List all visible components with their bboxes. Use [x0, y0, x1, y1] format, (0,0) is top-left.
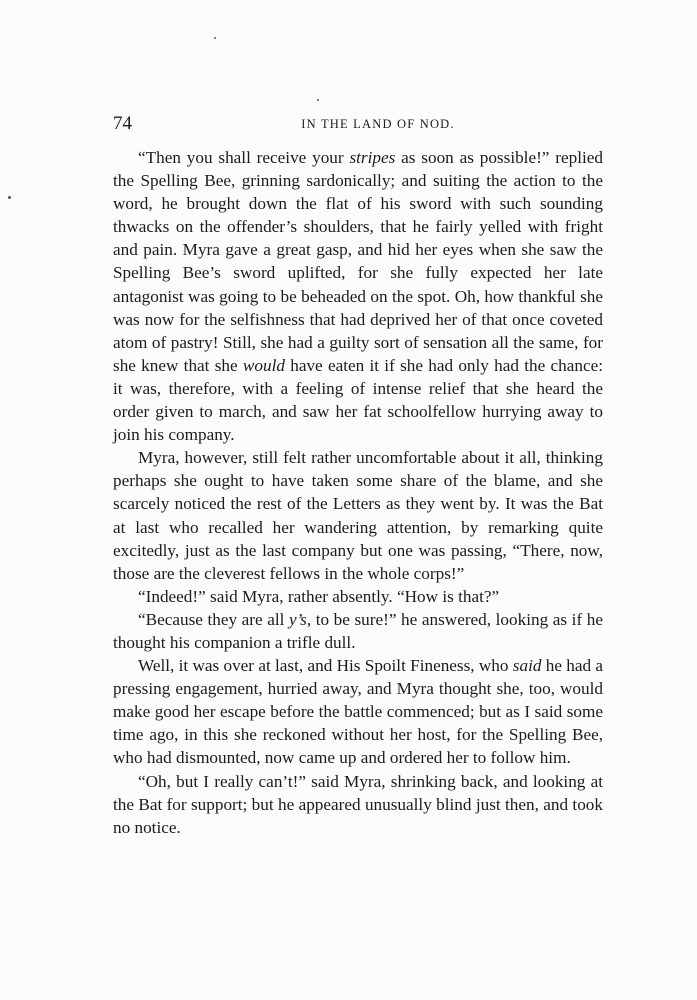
italic-text: would [242, 355, 285, 375]
text-run: as soon as possible!” replied the Spelling Bee, grinning sardonically; and suiting the action to the word, he brought down the flat of his sword with such sounding thwacks on the offender’s shoulders, that he fairly yelled with fright and pain. Myra gave a great gasp, and hid her eyes when she saw the Spelling Bee’s sword uplifted, for she fully expected her late antagonist was going to be beheaded on the spot. Oh, how thankful she was now for the selfishness that had deprived her of that once coveted atom of pastry! Still, she had a guilty sort of sensation all the same, for she knew that she [113, 148, 603, 375]
page-number: 74 [113, 113, 132, 134]
paragraph [113, 146, 603, 446]
text-run: “Because they are all [138, 609, 289, 629]
page-speck [317, 99, 319, 101]
text-run: “Oh, but I really can’t!” said Myra, shrinking back, and looking at the Bat for support; but he appeared unusually blind just then, and took no notice. [113, 771, 603, 837]
page-header [113, 113, 603, 137]
page-speck [214, 37, 216, 39]
italic-text: stripes [349, 148, 396, 167]
paragraph [113, 770, 603, 839]
paragraph [113, 608, 603, 654]
paragraph [113, 585, 603, 608]
text-run: , to be sure!” he answered, looking as if he thought his companion a trifle dull. [113, 609, 603, 652]
paragraph [113, 446, 603, 585]
paragraph [113, 654, 603, 769]
running-title: IN THE LAND OF NOD. [301, 117, 455, 131]
text-run: Well, it was over at last, and His Spoilt Fineness, who [138, 656, 513, 676]
text-run: have eaten it if she had only had the chance: it was, therefore, with a feeling of intense relief that she heard the order given to march, and saw her fat schoolfellow hurrying away to join his company. [113, 355, 604, 445]
body-text [113, 146, 603, 839]
text-run: “Indeed!” said Myra, rather absently. “How is that?” [138, 586, 500, 606]
page-speck [8, 196, 11, 199]
italic-text: y’s [289, 609, 307, 629]
text-run: “Then you shall receive your [138, 148, 350, 167]
text-run: he had a pressing engagement, hurried away, and Myra thought she, too, would make good her escape before the battle commenced; but as I said some time ago, in this she reckoned without her host, for the Spelling Bee, who had dismounted, now came up and ordered her to follow him. [113, 656, 604, 768]
italic-text: said [512, 656, 542, 676]
text-run: Myra, however, still felt rather uncomfortable about it all, thinking perhaps she ought to have taken some share of the blame, and she scarcely noticed the rest of the Letters as they went by. It was the Bat at last who recalled her wandering attention, by remarking quite excitedly, just as the last company but one was passing, “There, now, those are the cleverest fellows in the whole corps!” [113, 448, 603, 583]
